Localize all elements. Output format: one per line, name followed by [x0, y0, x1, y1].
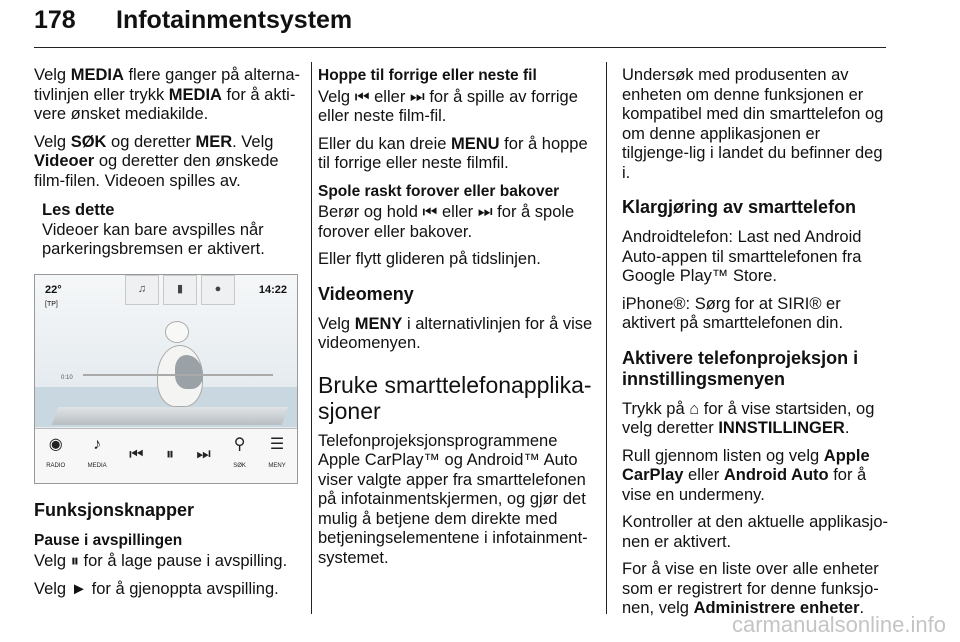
heading-aktivere: Aktivere telefonprojeksjon i innstillingsmenyen [622, 347, 859, 389]
column-3 [622, 66, 888, 627]
temperature-readout: 22° [45, 283, 62, 296]
note-text: Videoer kan bare avspilles når parkeringsbremsen er aktivert. [42, 220, 265, 258]
note-box [42, 201, 302, 260]
bruke-text: Telefonprojeksjonsprogrammene Apple CarPlay™ og Android™ Auto viser valgte apper fra smarttelefonen på infotainmentskjermen, og gjør det mulig å betjene dem direkte med betjeningselementene i infotainment-systemet. [318, 431, 588, 567]
search-button[interactable]: ⚲ SØK [233, 436, 246, 469]
menu-button[interactable]: ☰ MENY [268, 436, 286, 469]
skip-back-icon: ⏮ [129, 445, 144, 463]
column-divider-1 [311, 62, 312, 614]
videomeny-text: Velg MENY i alternativlinjen for å vise videomenyen. [318, 314, 593, 352]
heading-videomeny: Videomeny [318, 283, 414, 304]
search-icon: ⚲ [233, 436, 246, 453]
info-icon[interactable]: ● [201, 275, 235, 305]
column-divider-2 [606, 62, 607, 614]
spole-text-2: Eller flytt glideren på tidslinjen. [318, 250, 541, 268]
radio-icon: ◉ [48, 436, 63, 453]
watermark-footer: carmanualsonline.info [731, 612, 946, 637]
timeline-slider[interactable] [83, 374, 273, 376]
previous-button[interactable] [129, 445, 143, 467]
hoppe-text-2: Eller du kan dreie MENU for å hoppe til forrige eller neste filmfil. [318, 134, 588, 172]
menu-icon: ☰ [269, 436, 285, 453]
media-paragraph: Velg MEDIA flere ganger på alterna-tivlinjen eller trykk MEDIA for å akti-vere ønsket mediakilde. [34, 66, 300, 123]
rull-text: Rull gjennom listen og velg Apple CarPlay eller Android Auto for å vise en undermeny. [622, 446, 870, 504]
infotainment-screenshot [34, 274, 298, 484]
heading-pause: Pause i avspillingen [34, 531, 183, 549]
music-note-icon: ♪ [93, 436, 102, 453]
card-icon[interactable]: ▮ [163, 275, 197, 305]
note-title: Les dette [42, 201, 115, 219]
android-text: Androidtelefon: Last ned Android Auto-appen til smarttelefonen fra Google Play™ Store. [622, 228, 862, 285]
radio-button[interactable]: ◉ RADIO [46, 436, 66, 469]
play-text: Velg ► for å gjenoppta avspilling. [34, 579, 279, 598]
skip-forward-icon: ⏭ [196, 445, 211, 463]
music-note-icon[interactable]: ♫ [125, 275, 159, 305]
liste-text: For å vise en liste over alle enheter som er registrert for denne funksjo-nen, velg Administrere enheter. [622, 560, 879, 617]
column-2 [318, 66, 598, 576]
heading-klargjoring: Klargjøring av smarttelefon [622, 197, 857, 217]
kontroller-text: Kontroller at den aktuelle applikasjo-nen er aktivert. [622, 513, 888, 551]
header-rule [34, 47, 886, 48]
undersok-text: Undersøk med produsenten av enheten om denne funksjonen er kompatibel med din smarttelefon og om denne applikasjonen er tilgjenge-lig i landet du befinner deg i. [622, 66, 884, 182]
pause-icon: ⏸ [165, 445, 174, 463]
heading-funksjonsknapper: Funksjonsknapper [34, 499, 195, 520]
trykk-text: Trykk på ⌂ for å vise startsiden, og velg deretter INNSTILLINGER. [622, 399, 875, 437]
heading-bruke-smarttelefon: Bruke smarttelefonapplika-sjoner [318, 371, 592, 424]
tp-indicator: [TP] [45, 300, 58, 308]
heading-hoppe: Hoppe til forrige eller neste fil [318, 67, 537, 84]
page-header [34, 2, 886, 46]
page-number: 178 [34, 6, 76, 34]
media-button[interactable]: ♪ MEDIA [87, 436, 107, 469]
column-1 [34, 66, 302, 607]
clock-readout: 14:22 [258, 283, 287, 296]
heading-spole: Spole raskt forover eller bakover [318, 182, 560, 200]
pause-button[interactable] [166, 445, 174, 467]
screen-top-icons [125, 275, 235, 305]
page-title: Infotainmentsystem [116, 6, 353, 34]
timeline-label: 0:10 [61, 374, 73, 381]
iphone-text: iPhone®: Sørg for at SIRI® er aktivert på smarttelefonen din. [622, 294, 844, 332]
hoppe-text: Velg ⏮ eller ⏭ for å spille av forrige eller neste film-fil. [318, 87, 578, 125]
screen-button-bar [35, 428, 297, 483]
pause-text: Velg ⏸ for å lage pause i avspilling. [34, 552, 288, 570]
spole-text: Berør og hold ⏮ eller ⏭ for å spole forover eller bakover. [318, 203, 575, 241]
search-paragraph: Velg SØK og deretter MER. Velg Videoer og deretter den ønskede film-filen. Videoen spilles av. [34, 132, 279, 190]
next-button[interactable] [196, 445, 210, 467]
